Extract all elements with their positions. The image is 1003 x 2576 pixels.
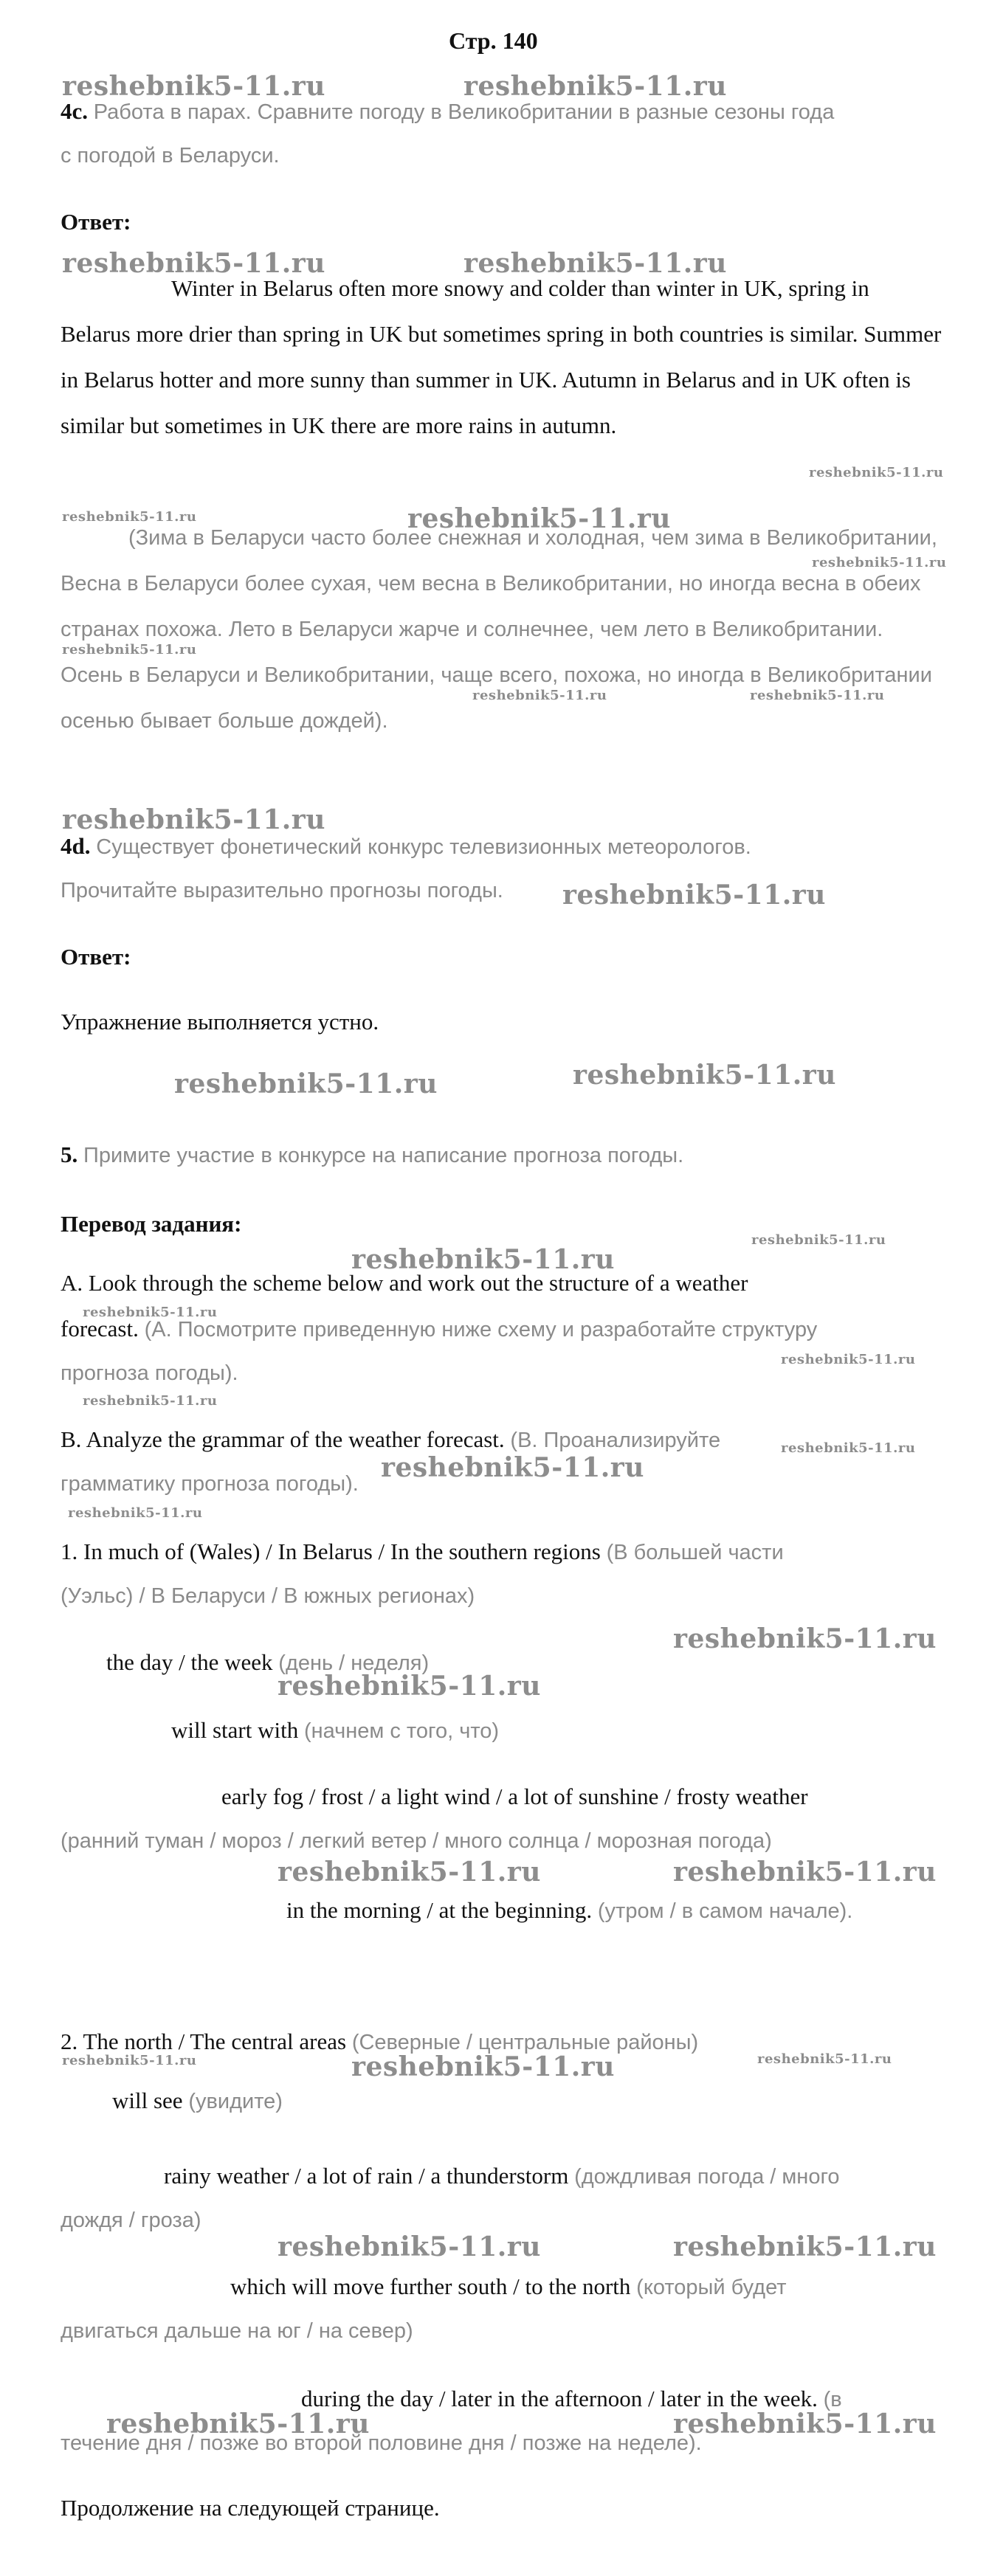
watermark: reshebnik5-11.ru: [472, 688, 607, 703]
task-4d-number: 4d.: [61, 833, 91, 859]
task-5-b-ru: (В. Проанализируйте: [510, 1429, 721, 1452]
watermark: reshebnik5-11.ru: [278, 2231, 541, 2262]
task-4c-text-cont: с погодой в Беларуси.: [61, 144, 280, 168]
watermark: reshebnik5-11.ru: [174, 1068, 438, 1099]
watermark: reshebnik5-11.ru: [83, 1393, 218, 1409]
scheme-2-see-en: will see: [112, 2088, 183, 2113]
watermark: reshebnik5-11.ru: [106, 2408, 370, 2439]
scheme-2-en: 2. The north / The central areas: [61, 2028, 347, 2054]
watermark: reshebnik5-11.ru: [62, 804, 325, 835]
watermark: reshebnik5-11.ru: [750, 688, 885, 703]
answer-russian-paragraph: (Зима в Беларуси часто более снежная и холодная, чем зима в Великобритании, Весна в Беларуси более сухая, чем весна в Великобритании, но иногда весна в обеих странах похожа. Лето в Беларуси жарче и солнечнее, чем лето в Великобритании. Осень в Беларуси и Великобритании, чаще всего, похожа, но иногда в Великобритании осенью бывает больше дождей).: [61, 526, 937, 733]
scheme-1-ru-cont: (Уэльс) / В Беларуси / В южных регионах): [61, 1584, 475, 1608]
scheme-2-move-en: which will move further south / to the north: [230, 2273, 631, 2299]
watermark: reshebnik5-11.ru: [83, 1305, 218, 1320]
scheme-1-line1: [61, 1538, 784, 1566]
watermark: reshebnik5-11.ru: [673, 2231, 937, 2262]
watermark: reshebnik5-11.ru: [351, 2051, 615, 2082]
task-5-b-ru-cont: грамматику прогноза погоды).: [61, 1472, 359, 1496]
scheme-1-morning-en: in the morning / at the beginning.: [286, 1897, 593, 1923]
watermark: reshebnik5-11.ru: [62, 2053, 197, 2068]
watermark: reshebnik5-11.ru: [68, 1505, 203, 1521]
scheme-2-day-ru-cont: течение дня / позже во второй половине дня / позже на неделе).: [61, 2431, 702, 2455]
scheme-1-day-ru: (день / неделя): [278, 1651, 430, 1675]
watermark: reshebnik5-11.ru: [812, 555, 947, 570]
answer-text: Упражнение выполняется устно.: [61, 1009, 379, 1035]
watermark: reshebnik5-11.ru: [809, 465, 944, 480]
scheme-1-en: 1. In much of (Wales) / In Belarus / In the southern regions: [61, 1539, 601, 1564]
watermark: reshebnik5-11.ru: [673, 1623, 937, 1654]
scheme-1-start-ru: (начнем с того, что): [303, 1719, 500, 1743]
scheme-2-day-ru: (в: [823, 2388, 842, 2411]
task-4d-line1: [61, 832, 751, 860]
watermark: reshebnik5-11.ru: [781, 1352, 916, 1367]
watermark: reshebnik5-11.ru: [673, 1857, 937, 1888]
task-5-a-ru: (А. Посмотрите приведенную ниже схему и разработайте структуру: [144, 1318, 818, 1341]
task-5-b-en: B. Analyze the grammar of the weather forecast.: [61, 1426, 505, 1452]
scheme-1-start-en: will start with: [171, 1717, 299, 1743]
watermark: reshebnik5-11.ru: [278, 1671, 541, 1702]
scheme-2-move: [230, 2273, 787, 2301]
translation-label: Перевод задания:: [61, 1211, 242, 1237]
scheme-1-morning-ru: (утром / в самом начале).: [597, 1899, 853, 1923]
scheme-1-start: [171, 1716, 499, 1744]
task-5-text: Примите участие в конкурсе на написание прогноза погоды.: [83, 1144, 684, 1167]
scheme-1-day-en: the day / the week: [106, 1649, 273, 1675]
task-5-a-en: forecast.: [61, 1316, 139, 1341]
task-4c-text: Работа в парах. Сравните погоду в Великобритании в разные сезоны года: [93, 100, 835, 124]
scheme-2-rain-ru: (дождливая погода / много: [574, 2165, 840, 2189]
watermark: reshebnik5-11.ru: [463, 71, 727, 102]
scheme-1-morning: [286, 1896, 852, 1924]
scheme-2-see: [112, 2087, 283, 2115]
scheme-2-day-en: during the day / later in the afternoon / later in the week.: [301, 2386, 818, 2411]
scheme-2-ru: (Северные / центральные районы): [351, 2031, 699, 2054]
watermark: reshebnik5-11.ru: [673, 2408, 937, 2439]
task-4c-number: 4c.: [61, 98, 89, 124]
footer-continued: Продолжение на следующей странице.: [61, 2495, 440, 2521]
scheme-2-see-ru: (увидите): [188, 2090, 283, 2113]
watermark: reshebnik5-11.ru: [278, 1857, 541, 1888]
watermark: reshebnik5-11.ru: [351, 1244, 615, 1275]
task-4d-text: Существует фонетический конкурс телевизионных метеорологов.: [96, 835, 751, 859]
task-5-b-line1: [61, 1426, 720, 1454]
scheme-2-rain: [164, 2162, 840, 2190]
page-header: Стр. 140: [449, 27, 538, 54]
task-4c-line1: [61, 97, 834, 125]
task-5-number: 5.: [61, 1142, 78, 1167]
watermark: reshebnik5-11.ru: [562, 880, 826, 911]
scheme-1-ru: (В большей части: [606, 1541, 784, 1564]
answer-english-paragraph: Winter in Belarus often more snowy and colder than winter in UK, spring in Belarus more drier than spring in UK but sometimes spring in both countries is similar. Summer in Belarus hotter and more sunny than summer in UK. Autumn in Belarus and in UK often is similar but sometimes in UK there are more rains in autumn.: [61, 275, 942, 438]
scheme-2-move-ru: (который будет: [636, 2276, 787, 2299]
watermark: reshebnik5-11.ru: [62, 248, 325, 279]
watermark: reshebnik5-11.ru: [62, 509, 197, 525]
answer-label: Ответ:: [61, 944, 131, 970]
watermark: reshebnik5-11.ru: [751, 1232, 886, 1248]
answer-label: Ответ:: [61, 209, 131, 235]
scheme-2-rain-ru-cont: дождя / гроза): [61, 2209, 201, 2232]
task-4d-text-cont: Прочитайте выразительно прогнозы погоды.: [61, 879, 503, 902]
watermark: reshebnik5-11.ru: [463, 248, 727, 279]
scheme-1-fog-ru: (ранний туман / мороз / легкий ветер / много солнца / морозная погода): [61, 1829, 772, 1853]
task-5-a-line1: A. Look through the scheme below and work out the structure of a weather: [61, 1270, 748, 1296]
task-5-a-line2: [61, 1315, 817, 1343]
task-5-line: [61, 1141, 683, 1169]
watermark: reshebnik5-11.ru: [407, 503, 671, 534]
scheme-1-fog-en: early fog / frost / a light wind / a lot of sunshine / frosty weather: [221, 1783, 808, 1809]
task-5-a-ru-cont: прогноза погоды).: [61, 1361, 238, 1385]
watermark: reshebnik5-11.ru: [573, 1060, 836, 1091]
scheme-2-rain-en: rainy weather / a lot of rain / a thunderstorm: [164, 2163, 569, 2189]
watermark: reshebnik5-11.ru: [381, 1452, 644, 1483]
scheme-2-move-ru-cont: двигаться дальше на юг / на север): [61, 2319, 413, 2343]
watermark: reshebnik5-11.ru: [62, 642, 197, 657]
watermark: reshebnik5-11.ru: [781, 1440, 916, 1456]
watermark: reshebnik5-11.ru: [757, 2051, 892, 2067]
watermark: reshebnik5-11.ru: [62, 71, 325, 102]
